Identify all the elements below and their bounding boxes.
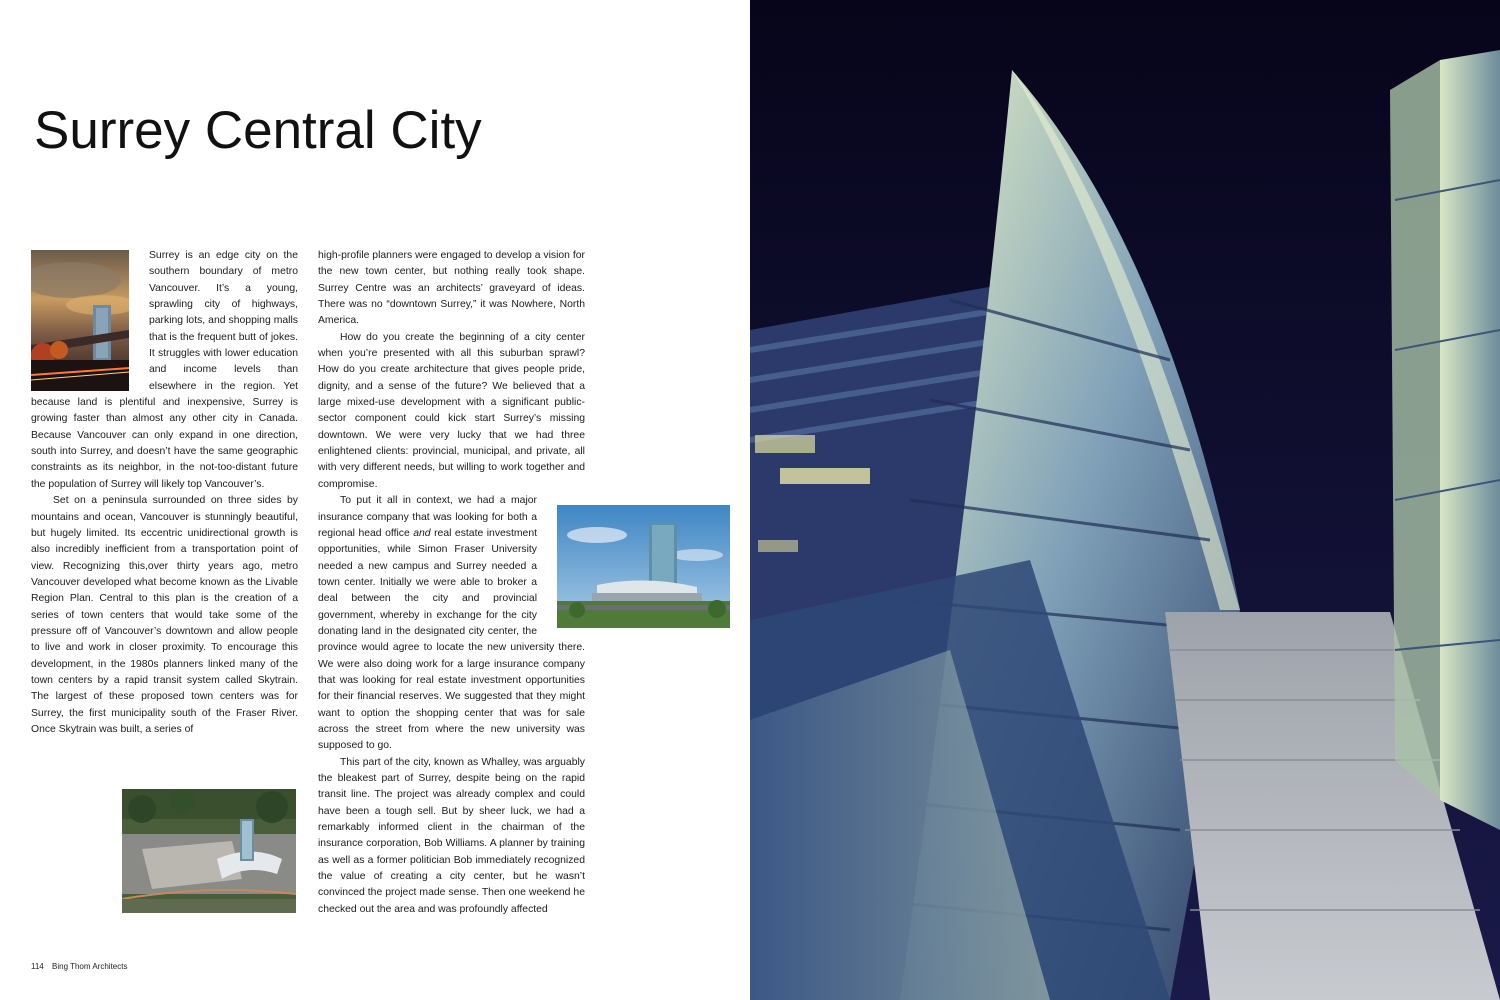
photo-surrey-central-tower	[557, 505, 730, 628]
paragraph: high-profile planners were engaged to develop a vision for the new town center, but nothing really took shape. Surrey Centre was an architects’ graveyard of ideas. There was no “downtown Surrey,” it was Nowhere, North America.	[318, 250, 585, 327]
paragraph: This part of the city, known as Whalley, was arguably the bleakest part of Surrey, despite being on the rapid transit line. The project was already complex and could have been a tough sell. But by sheer luck, we had a remarkably informed client in the chairman of the insurance corporation, Bob Williams. A planner by training as well as a former politician Bob immediately recognized the value of creating a city center, but he wasn’t convinced the project made sense. Then one weekend he checked out the area and was profoundly affected	[318, 756, 585, 915]
paragraph: Surrey is an edge city on the southern boundary of metro Vancouver. It’s a young, sprawling city of highways, parking lots, and shopping malls that is the frequent butt of jokes. It struggles with lower education and income levels than elsewhere in the region. Yet because land is plentiful and inexpensive, Surrey is growing faster than almost any other city in Canada. Because Vancouver can only expand in one direction, south into Surrey, and doesn’t have the same geographic constraints as its neighbor, in the not-too-distant future the population of Surrey will likely top Vancouver’s.	[31, 250, 298, 490]
page-footer	[31, 962, 133, 971]
page-title: Surrey Central City	[34, 101, 482, 160]
photo-night-facade	[750, 0, 1500, 1000]
text-column-1	[31, 248, 298, 738]
page-number: 114	[31, 962, 44, 971]
paragraph: Set on a peninsula surrounded on three sides by mountains and ocean, Vancouver is stunningly beautiful, but hugely limited. Its eccentric unidirectional growth is also incredibly inefficient from a transportation point of view. Recognizing this,over thirty years ago, metro Vancouver developed what become known as the Livable Region Plan. Central to this plan is the creation of a series of town centers that would take some of the pressure off of Vancouver’s downtown and allow people to live and work in closer proximity. To encourage this development, in the 1980s planners linked many of the town centers by a rapid transit system called Skytrain. The largest of these proposed town centers was for Surrey, the first municipality south of the Fraser River. Once Skytrain was built, a series of	[31, 495, 298, 735]
paragraph: How do you create the beginning of a city center when you’re presented with all this suburban sprawl? How do you create architecture that gives people pride, dignity, and a sense of the future? We believed that a large mixed-use development with a significant public-sector component could kick start Surrey’s missing downtown. We were very lucky that we had three enlightened clients: provincial, municipal, and private, all with very different needs, but willing to work together and compromise.	[318, 331, 585, 490]
text-column-2	[318, 248, 585, 918]
photo-surrey-street-dusk	[31, 250, 129, 391]
publisher-name: Bing Thom Architects	[52, 962, 128, 971]
photo-aerial-view	[122, 789, 296, 913]
paragraph: To put it all in context, we had a major insurance company that was looking for both a regional head office and real estate investment opportunities, while Simon Fraser University needed a new campus and Surrey needed a town center. Initially we were able to broker a deal between the city and provincial government, whereby in exchange for the city donating land in the designated city center, the province would agree to locate the new university there. We were also doing work for a large insurance company that was looking for real estate investment opportunities for their financial reserves. We suggested that they might want to option the shopping center that was for sale across the street from where the new university was supposed to go.	[318, 495, 585, 752]
